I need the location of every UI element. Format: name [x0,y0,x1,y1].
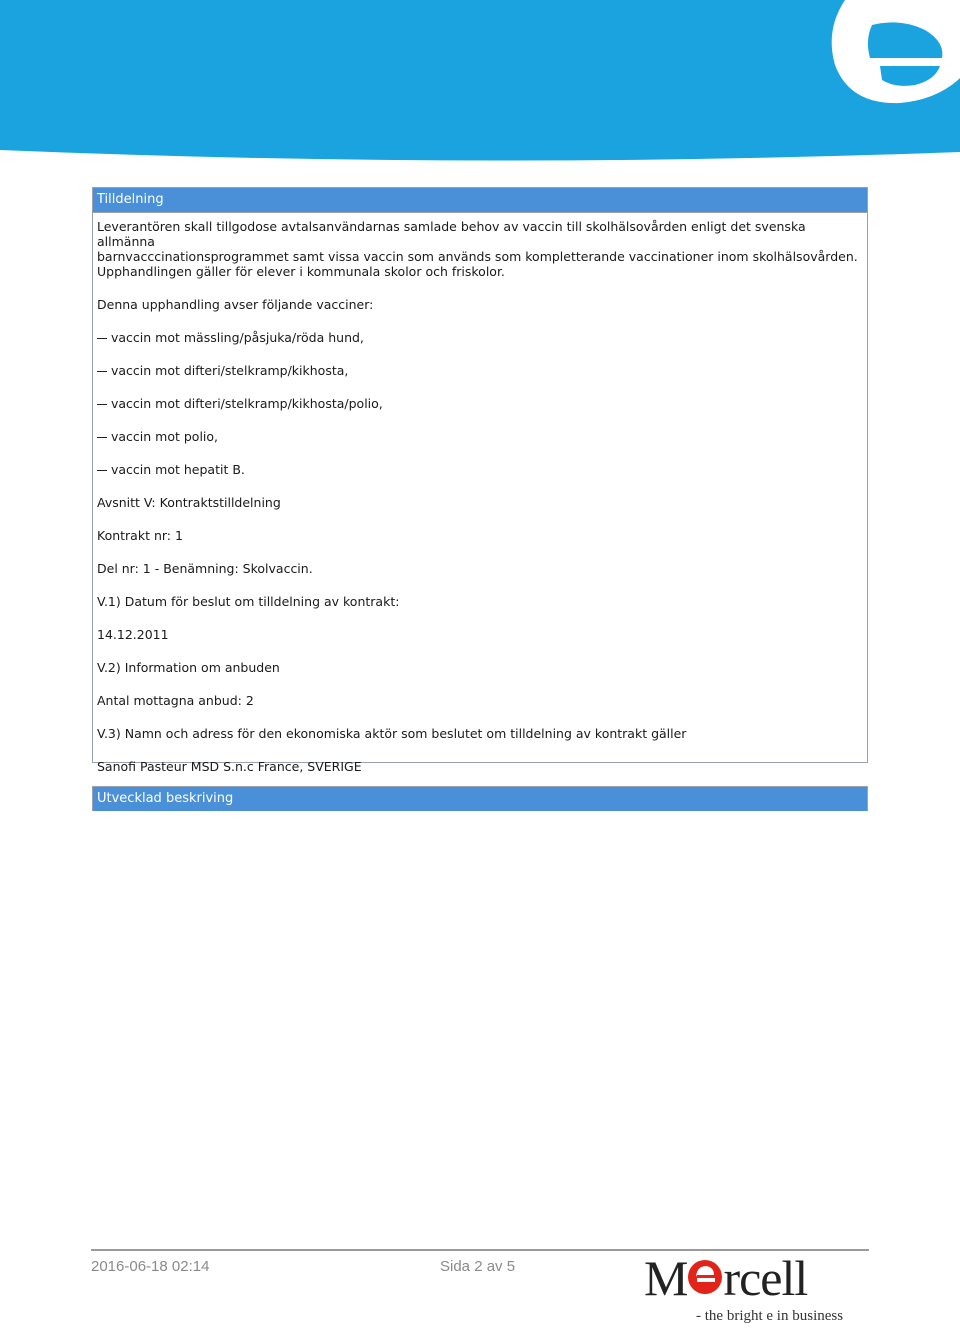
line-text: Kontrakt nr: 1 [97,528,183,543]
footer-timestamp: 2016-06-18 02:14 [91,1258,210,1275]
content-line [97,660,863,675]
line-text: V.2) Information om anbuden [97,660,280,675]
content-line [97,759,863,774]
content-line [97,693,863,708]
vaccine-list-item [97,429,863,444]
content-line [97,297,863,312]
section-body [93,213,867,778]
line-text: V.3) Namn och adress för den ekonomiska aktör som beslutet om tilldelning av kontrakt gäller [97,726,687,741]
vaccine-list-item [97,462,863,477]
footer-page-number: Sida 2 av 5 [440,1258,516,1275]
vaccine-list-item [97,396,863,411]
dash-bullet-icon [97,371,107,372]
line-text: vaccin mot polio, [111,429,219,444]
section-title: Utvecklad beskriving [93,787,867,811]
intro-line: Upphandlingen gäller för elever i kommunala skolor och friskolor. [97,264,505,279]
line-text: Del nr: 1 - Benämning: Skolvaccin. [97,561,313,576]
brand-e-icon [687,1255,723,1295]
line-text: Denna upphandling avser följande vacciner: [97,297,374,312]
dash-bullet-icon [97,470,107,471]
intro-line: barnvacccinationsprogrammet samt vissa vaccin som används som kompletterande vaccinationer inom skolhälsovården. [97,249,858,264]
brand-name-right: rcell [723,1250,808,1306]
section-title: Tilldelning [93,188,867,213]
vaccine-list-item [97,330,863,345]
dash-bullet-icon [97,338,107,339]
e-logo-icon [832,0,960,103]
content-line [97,627,863,642]
content-line [97,594,863,609]
mercell-logo [644,1252,868,1326]
line-text: vaccin mot difteri/stelkramp/kikhosta/polio, [111,396,383,411]
vaccine-list-item [97,363,863,378]
tilldelning-section [92,187,868,774]
utvecklad-section [92,786,868,811]
brand-name-left: M [644,1250,688,1306]
line-text: V.1) Datum för beslut om tilldelning av kontrakt: [97,594,400,609]
brand-tagline: - the bright e in business [696,1308,844,1324]
line-text: Avsnitt V: Kontraktstilldelning [97,495,281,510]
header-banner [0,0,960,165]
content-line [97,561,863,576]
intro-paragraph [97,219,863,279]
line-text: 14.12.2011 [97,627,169,642]
content-line [97,495,863,510]
line-text: Antal mottagna anbud: 2 [97,693,254,708]
content-lines [97,297,863,774]
dash-bullet-icon [97,404,107,405]
dash-bullet-icon [97,437,107,438]
content-line [97,528,863,543]
line-text: Sanofi Pasteur MSD S.n.c France, SVERIGE [97,759,362,774]
line-text: vaccin mot hepatit B. [111,462,245,477]
intro-line: Leverantören skall tillgodose avtalsanvändarnas samlade behov av vaccin till skolhälsovården enligt det svenska allmänna [97,219,806,249]
line-text: vaccin mot mässling/påsjuka/röda hund, [111,330,364,345]
content-line [97,726,863,741]
line-text: vaccin mot difteri/stelkramp/kikhosta, [111,363,349,378]
